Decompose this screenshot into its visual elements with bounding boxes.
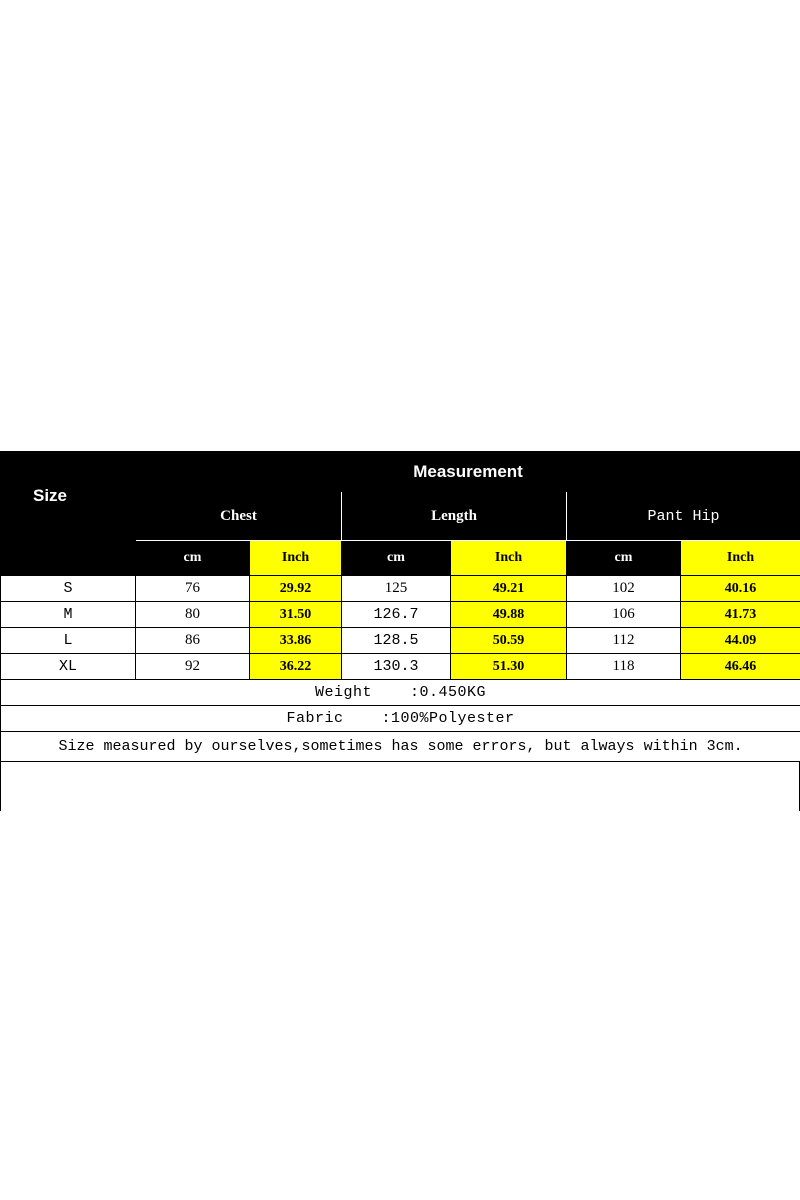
size-cell: M <box>1 602 136 628</box>
hip-inch-cell: 41.73 <box>681 602 800 628</box>
length-cm-cell: 128.5 <box>342 628 451 654</box>
chest-inch-cell: 36.22 <box>250 654 342 680</box>
length-cm-cell: 125 <box>342 576 451 602</box>
hip-cm-cell: 112 <box>567 628 681 654</box>
chest-cm-cell: 92 <box>136 654 250 680</box>
size-header: Size <box>1 452 136 541</box>
chest-inch-cell: 33.86 <box>250 628 342 654</box>
unit-header-inch: Inch <box>250 541 342 576</box>
size-chart-table <box>0 451 800 762</box>
chest-inch-cell: 29.92 <box>250 576 342 602</box>
size-cell: S <box>1 576 136 602</box>
chest-cm-cell: 86 <box>136 628 250 654</box>
size-cell: L <box>1 628 136 654</box>
unit-spacer <box>1 541 136 576</box>
measurement-note: Size measured by ourselves,sometimes has some errors, but always within 3cm. <box>1 732 800 762</box>
length-cm-cell: 126.7 <box>342 602 451 628</box>
hip-cm-cell: 118 <box>567 654 681 680</box>
measurement-header: Measurement <box>136 452 800 492</box>
unit-header-cm: cm <box>136 541 250 576</box>
hip-inch-cell: 44.09 <box>681 628 800 654</box>
chest-cm-cell: 76 <box>136 576 250 602</box>
length-cm-cell: 130.3 <box>342 654 451 680</box>
unit-header-cm: cm <box>342 541 451 576</box>
length-inch-cell: 51.30 <box>451 654 567 680</box>
length-inch-cell: 49.88 <box>451 602 567 628</box>
table-row <box>1 576 800 602</box>
group-header-chest: Chest <box>136 492 342 541</box>
length-inch-cell: 49.21 <box>451 576 567 602</box>
unit-header-cm: cm <box>567 541 681 576</box>
table-row <box>1 654 800 680</box>
hip-cm-cell: 106 <box>567 602 681 628</box>
group-header-length: Length <box>342 492 567 541</box>
hip-cm-cell: 102 <box>567 576 681 602</box>
chest-inch-cell: 31.50 <box>250 602 342 628</box>
fabric-info: Fabric :100%Polyester <box>1 706 800 732</box>
table-row <box>1 628 800 654</box>
length-inch-cell: 50.59 <box>451 628 567 654</box>
weight-info: Weight :0.450KG <box>1 680 800 706</box>
size-cell: XL <box>1 654 136 680</box>
frame-line-left <box>0 761 1 811</box>
group-header-pant-hip: Pant Hip <box>567 492 800 541</box>
unit-header-inch: Inch <box>451 541 567 576</box>
hip-inch-cell: 46.46 <box>681 654 800 680</box>
chest-cm-cell: 80 <box>136 602 250 628</box>
hip-inch-cell: 40.16 <box>681 576 800 602</box>
unit-header-inch: Inch <box>681 541 800 576</box>
table-row <box>1 602 800 628</box>
